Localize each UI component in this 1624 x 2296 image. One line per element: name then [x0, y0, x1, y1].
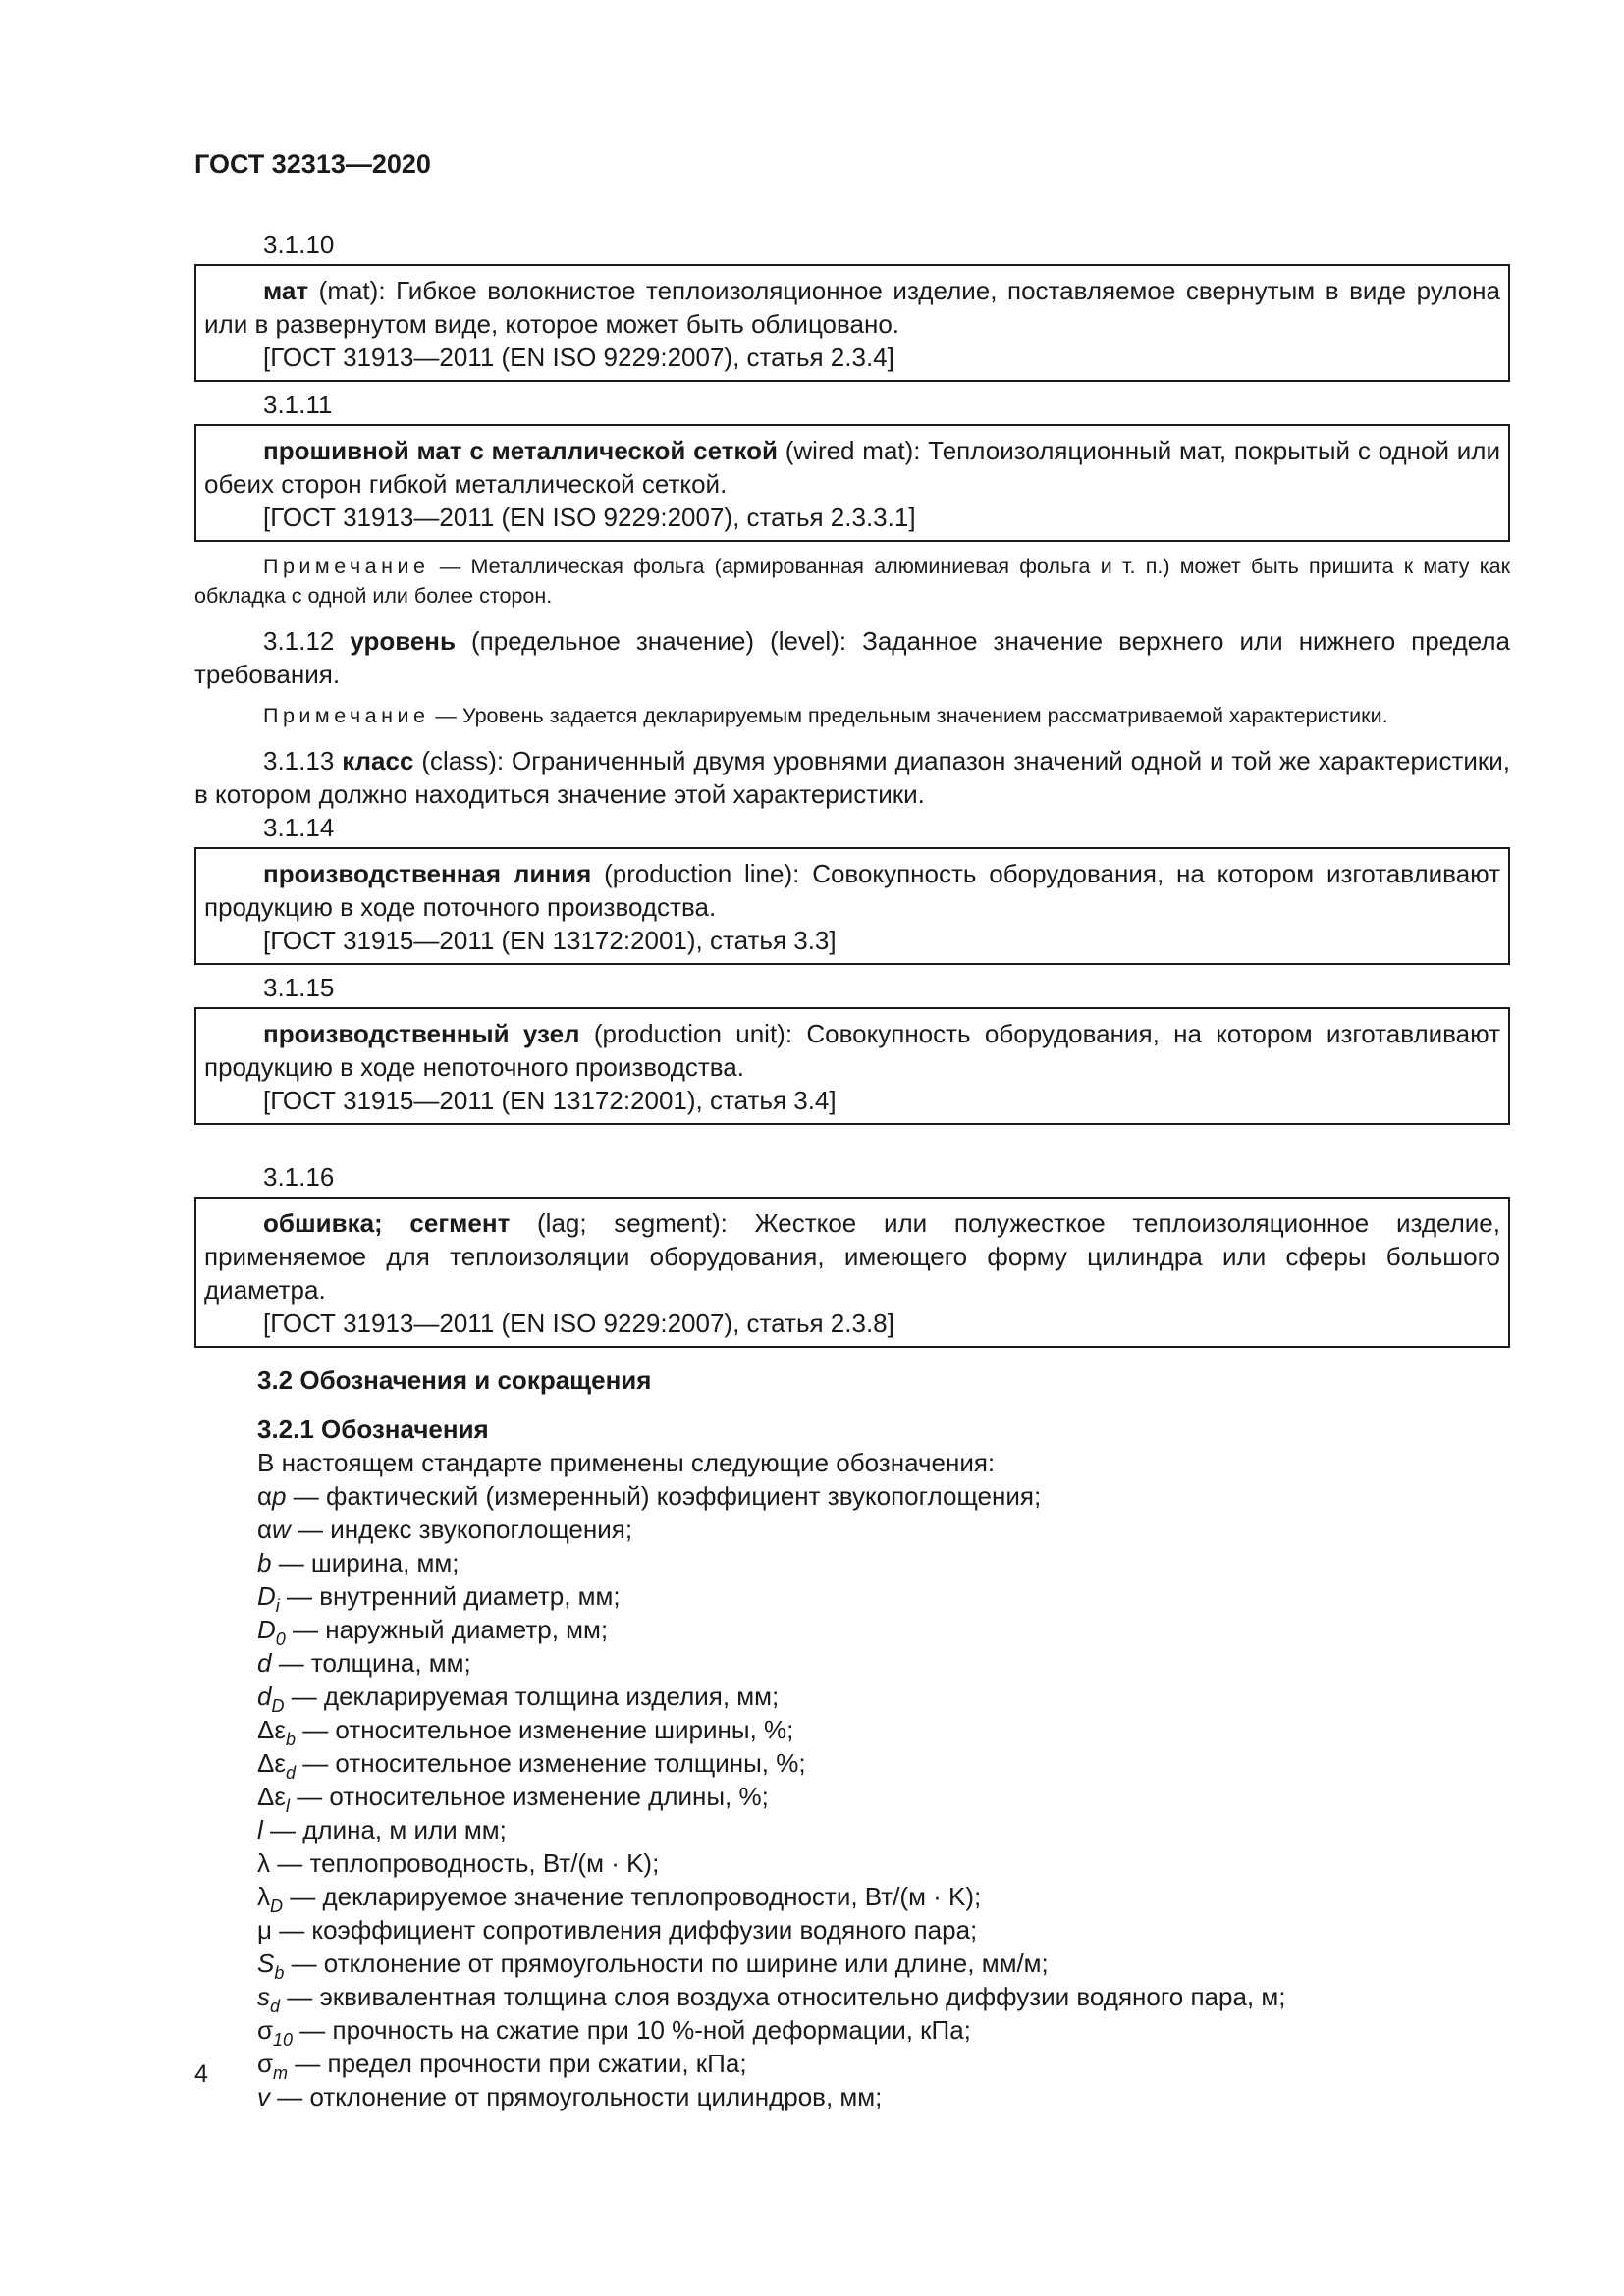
symbol-base: D — [257, 1581, 276, 1611]
symbol — [257, 1581, 280, 1616]
symbol-base: p — [272, 1481, 287, 1511]
symbol — [257, 1882, 283, 1916]
term-number: 3.1.15 — [263, 973, 335, 1002]
term: прошивной мат с металлической сеткой — [263, 436, 778, 465]
definition-box — [194, 1197, 1510, 1348]
definition-text — [204, 857, 1500, 924]
note-text: — Металлическая фольга (армированная алюминиевая фольга и т. п.) может быть пришита к мату как обкладка с одной или более сторон. — [194, 555, 1510, 608]
definition: (production unit): Совокупность оборудования, на котором изготавливают продукцию в ходе непоточного производства. — [204, 1019, 1500, 1082]
symbol-base: v — [257, 2082, 270, 2111]
symbol-greek: λ — [257, 1882, 270, 1911]
symbol-description: — прочность на сжатие при 10 %-ной деформации, кПа; — [293, 2015, 971, 2045]
symbol-description: — фактический (измеренный) коэффициент звукопоглощения; — [286, 1481, 1042, 1511]
symbol-description: — теплопроводность, Вт/(м · K); — [270, 1848, 660, 1878]
symbol-item — [257, 1479, 1510, 1513]
symbol-item — [257, 2047, 1510, 2083]
note-label: Примечание — [263, 555, 430, 578]
symbol — [257, 1682, 285, 1716]
symbol-description: — длина, м или мм; — [262, 1815, 507, 1844]
symbol-item — [257, 2080, 1510, 2113]
term-number: 3.1.10 — [263, 230, 335, 259]
symbol-greek: Δε — [257, 1715, 286, 1744]
symbol-description: — предел прочности при сжатии, кПа; — [288, 2049, 747, 2078]
definition: (class): Ограниченный двумя уровнями диапазон значений одной и той же характеристики, в котором должно находиться значение этой характеристики. — [194, 746, 1511, 809]
symbol-item — [257, 1579, 1510, 1616]
symbol — [257, 1949, 285, 1983]
page-content — [194, 228, 1510, 2113]
term: уровень — [350, 626, 456, 656]
symbol — [257, 2082, 270, 2111]
symbol-description: — индекс звукопоглощения; — [290, 1515, 633, 1544]
symbol-description: — относительное изменение длины, %; — [289, 1782, 769, 1811]
term: класс — [342, 746, 414, 775]
symbol-item — [257, 1546, 1510, 1579]
definition-box — [194, 264, 1510, 382]
definition: (wired mat): Теплоизоляционный мат, покрытый с одной или обеих сторон гибкой металлической сеткой. — [204, 436, 1500, 499]
symbol-item — [257, 1780, 1510, 1816]
symbol-subscript: d — [270, 1997, 281, 2016]
symbol-item — [257, 1680, 1510, 1716]
symbol-base: D — [257, 1615, 276, 1644]
term-number: 3.1.16 — [263, 1162, 335, 1192]
definition: (lag; segment): Жесткое или полужесткое теплоизоляционное изделие, применяемое для теплоизоляции оборудования, имеющего форму цилиндра или сферы большого диаметра. — [204, 1208, 1500, 1305]
symbol-base: s — [257, 1982, 270, 2011]
symbol — [257, 1782, 290, 1816]
symbol-description: — эквивалентная толщина слоя воздуха относительно диффузии водяного пара, м; — [280, 1982, 1286, 2011]
symbol-greek: λ — [257, 1848, 270, 1878]
symbol-description: — наружный диаметр, мм; — [285, 1615, 609, 1644]
symbol-greek: α — [257, 1515, 273, 1544]
symbol-description: — декларируемая толщина изделия, мм; — [284, 1682, 780, 1711]
term: обшивка; сегмент — [263, 1208, 511, 1238]
definition-text — [204, 1017, 1500, 1084]
symbol-item — [257, 1813, 1510, 1846]
symbol — [257, 1648, 271, 1678]
symbol-greek: σ — [257, 2015, 274, 2045]
symbol-subscript: b — [274, 1963, 285, 1983]
symbol-item — [257, 1613, 1510, 1649]
symbol-subscript: 10 — [273, 2030, 294, 2050]
symbol-greek: μ — [257, 1915, 272, 1945]
symbol — [257, 1548, 271, 1577]
definition-text — [204, 434, 1500, 501]
symbol-base: d — [257, 1682, 272, 1711]
symbol — [257, 2049, 289, 2083]
symbols-intro: В настоящем стандарте применены следующие обозначения: — [257, 1448, 996, 1477]
definition: (production line): Совокупность оборудования, на котором изготавливают продукцию в ходе поточного производства. — [204, 859, 1500, 922]
symbol — [257, 1982, 281, 2016]
subsection-heading: 3.2.1 Обозначения — [257, 1415, 489, 1444]
note — [194, 552, 1510, 611]
definition-source: [ГОСТ 31915—2011 (EN 13172:2001), статья 3.3] — [263, 926, 837, 955]
symbol-item — [257, 1846, 1510, 1880]
symbol-item — [257, 1913, 1510, 1947]
symbol-greek: Δε — [257, 1782, 286, 1811]
symbol-description: — отклонение от прямоугольности по ширине или длине, мм/м; — [284, 1949, 1049, 1978]
symbol-base: w — [272, 1515, 291, 1544]
symbol-base: S — [257, 1949, 275, 1978]
symbol-subscript: d — [285, 1763, 296, 1783]
symbol-subscript: l — [285, 1796, 290, 1816]
definition-source: [ГОСТ 31913—2011 (EN ISO 9229:2007), статья 2.3.3.1] — [263, 503, 916, 532]
term: производственная линия — [263, 859, 592, 888]
symbol-item — [257, 1513, 1510, 1546]
symbol — [257, 1515, 291, 1544]
symbol-subscript: D — [271, 1696, 285, 1716]
symbol-description: — толщина, мм; — [271, 1648, 471, 1678]
note-text: — Уровень задается декларируемым предельным значением рассматриваемой характеристики. — [429, 704, 1388, 727]
symbol-item — [257, 1713, 1510, 1749]
symbol-description: — отклонение от прямоугольности цилиндров, мм; — [270, 2082, 883, 2111]
symbol-item — [257, 1947, 1510, 1983]
symbol — [257, 1748, 296, 1783]
symbol-item — [257, 2013, 1510, 2050]
spacer — [194, 1131, 1510, 1160]
symbol — [257, 2015, 294, 2050]
symbol-subscript: 0 — [275, 1629, 286, 1649]
symbol-base: l — [257, 1815, 263, 1844]
symbol-subscript: m — [273, 2063, 289, 2083]
symbol — [257, 1615, 286, 1649]
symbol — [257, 1481, 287, 1511]
symbol — [257, 1915, 272, 1945]
symbol-description: — относительное изменение толщины, %; — [295, 1748, 806, 1778]
symbol-greek: α — [257, 1481, 273, 1511]
symbol-description: — внутренний диаметр, мм; — [279, 1581, 621, 1611]
term-number: 3.1.12 — [263, 626, 335, 656]
symbol-description: — коэффициент сопротивления диффузии водяного пара; — [271, 1915, 978, 1945]
symbol-greek: Δε — [257, 1748, 286, 1778]
page-header-doc-code: ГОСТ 32313—2020 — [194, 149, 431, 179]
symbol-subscript: D — [270, 1896, 283, 1916]
definition-source: [ГОСТ 31915—2011 (EN 13172:2001), статья 3.4] — [263, 1086, 837, 1115]
page-number: 4 — [194, 2060, 208, 2088]
definition-box — [194, 847, 1510, 965]
symbol-base: d — [257, 1648, 272, 1678]
term-number: 3.1.11 — [263, 390, 333, 419]
definition-paragraph — [194, 744, 1510, 811]
term: производственный узел — [263, 1019, 580, 1048]
symbol-subscript: i — [275, 1596, 280, 1616]
symbol-item — [257, 1746, 1510, 1783]
symbol-item — [257, 1646, 1510, 1680]
term: мат — [263, 276, 309, 305]
symbol-base: b — [257, 1548, 272, 1577]
symbol-description: — ширина, мм; — [271, 1548, 460, 1577]
note-label: Примечание — [263, 704, 430, 727]
note — [194, 701, 1510, 730]
symbol-description: — относительное изменение ширины, %; — [295, 1715, 794, 1744]
symbol-item — [257, 1880, 1510, 1916]
definition-source: [ГОСТ 31913—2011 (EN ISO 9229:2007), статья 2.3.4] — [263, 343, 894, 372]
term-number: 3.1.14 — [263, 813, 335, 842]
symbol — [257, 1848, 270, 1878]
symbol-item — [257, 1980, 1510, 2016]
term-number: 3.1.13 — [263, 746, 335, 775]
symbol-subscript: b — [285, 1730, 296, 1749]
definition-text — [204, 274, 1500, 341]
definition: (предельное значение) (level): Заданное значение верхнего или нижнего предела требования. — [194, 626, 1511, 689]
definition-box — [194, 424, 1510, 542]
symbol-description: — декларируемое значение теплопроводности, Вт/(м · K); — [283, 1882, 982, 1911]
symbols-list — [194, 1479, 1510, 2113]
definition-box — [194, 1007, 1510, 1125]
definition: (mat): Гибкое волокнистое теплоизоляционное изделие, поставляемое свернутым в виде рулона или в развернутом виде, которое может быть облицовано. — [204, 276, 1500, 339]
section-heading: 3.2 Обозначения и сокращения — [257, 1365, 652, 1395]
definition-text — [204, 1206, 1500, 1307]
definition-source: [ГОСТ 31913—2011 (EN ISO 9229:2007), статья 2.3.8] — [263, 1308, 894, 1338]
definition-paragraph — [194, 624, 1510, 691]
symbol-greek: σ — [257, 2049, 274, 2078]
symbol — [257, 1715, 296, 1749]
